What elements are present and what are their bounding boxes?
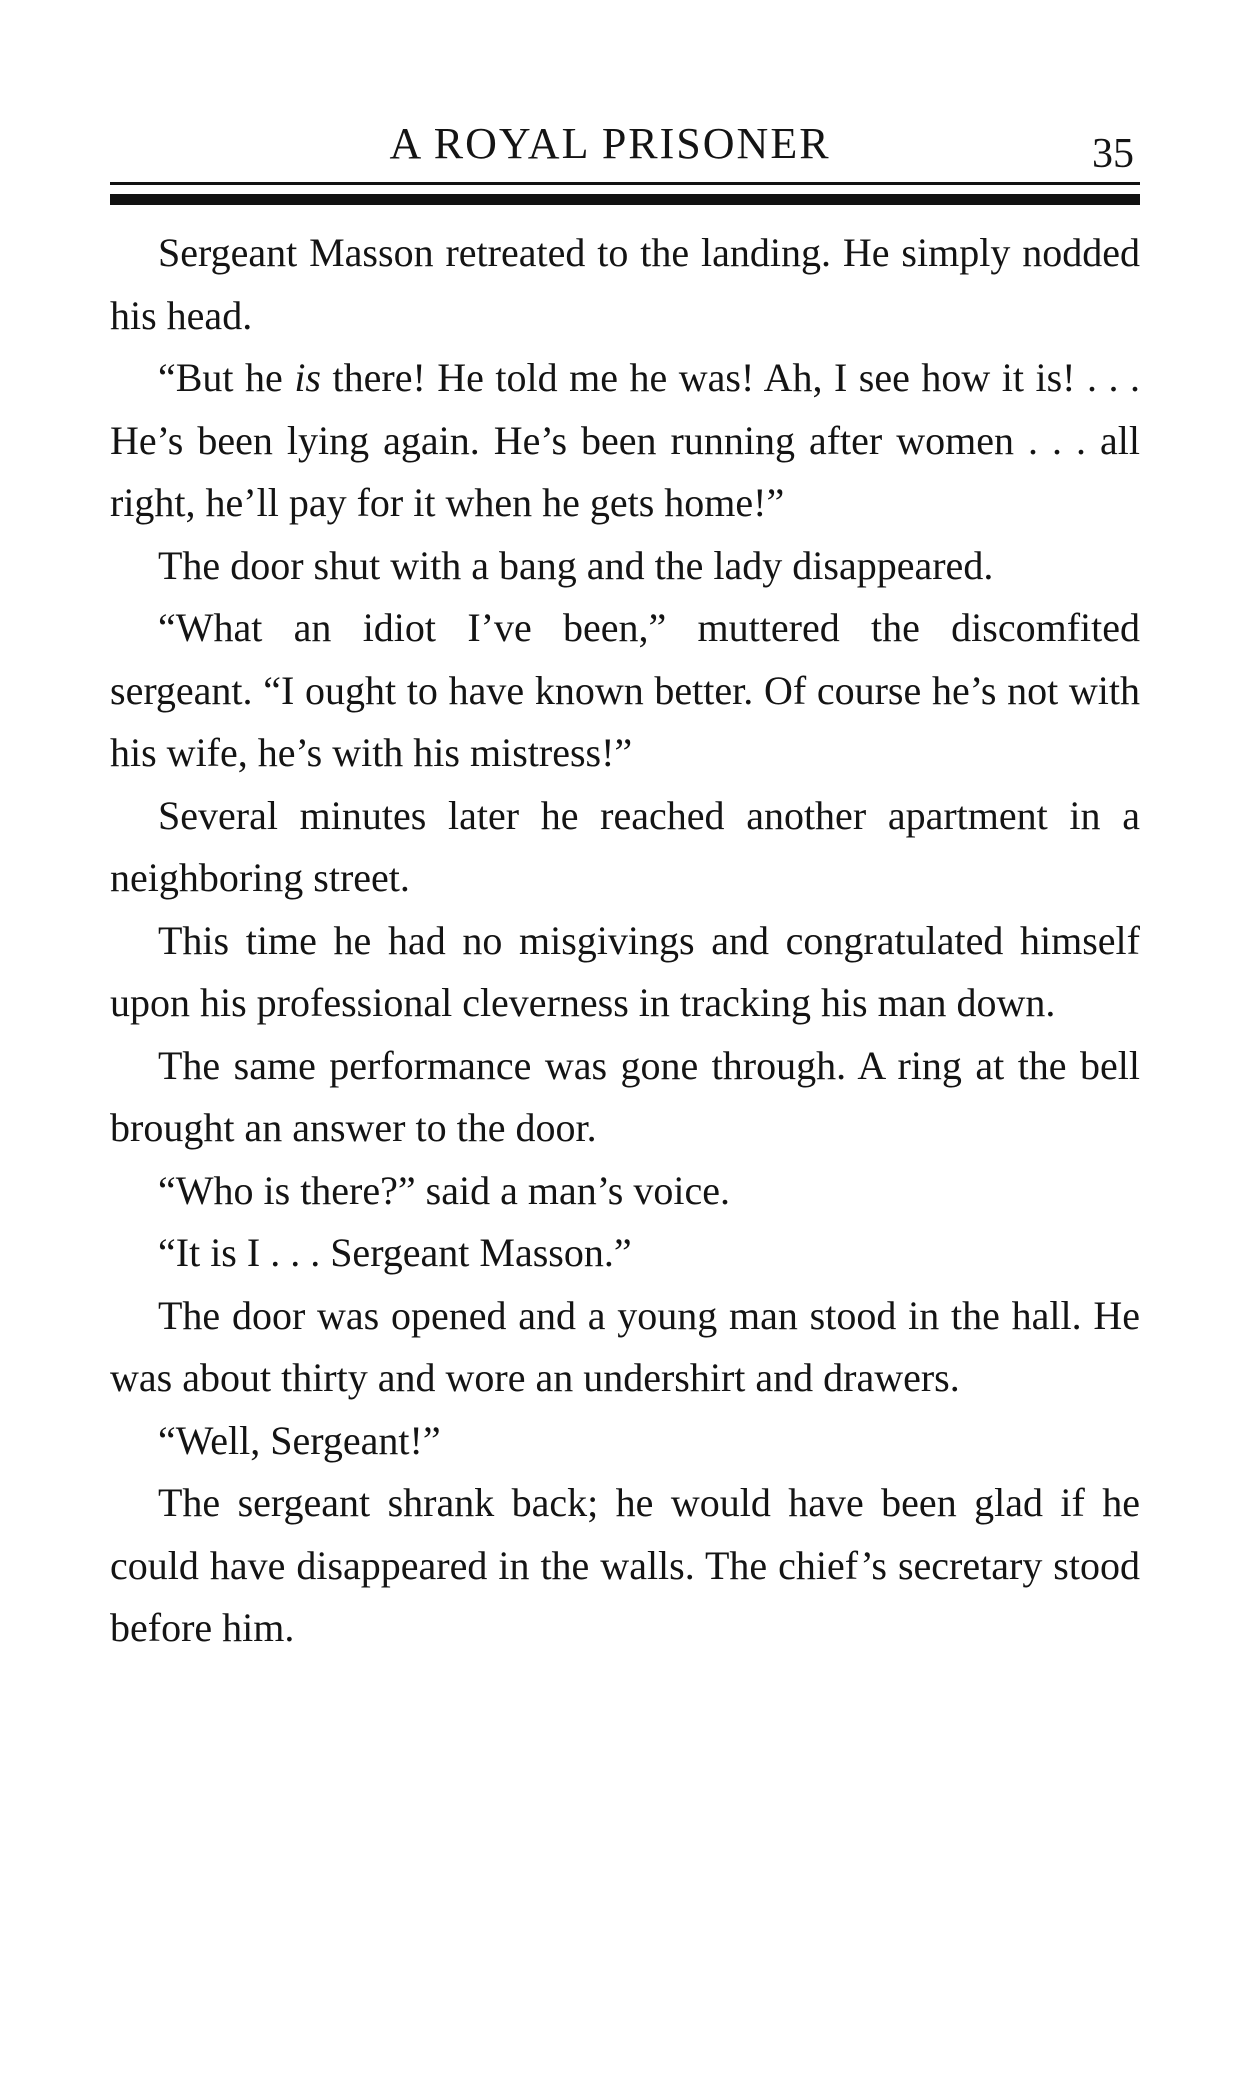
paragraph-text-before: “But he (158, 355, 295, 400)
paragraph (110, 347, 1140, 535)
paragraph-text-after: there! He told me he was! Ah, I see how it is! . . . He’s been lying again. He’s been running after women . . . all right, he’ll pay for it when he gets home!” (110, 355, 1140, 525)
paragraph: Sergeant Masson retreated to the landing. He simply nodded his head. (110, 230, 1140, 338)
paragraph: The door was opened and a young man stood in the hall. He was about thirty and wore an undershirt and drawers. (110, 1292, 1140, 1400)
running-header (110, 112, 1140, 177)
emphasized-word: is (294, 355, 321, 400)
body-text (110, 222, 1140, 1660)
paragraph: “What an idiot I’ve been,” muttered the discomfited sergeant. “I ought to have known better. Of course he’s not with his wife, he’s with his mistress!” (110, 605, 1140, 775)
paragraph: “It is I . . . Sergeant Masson.” (158, 1230, 632, 1275)
paragraph: “Who is there?” said a man’s voice. (158, 1167, 730, 1213)
paragraph: The sergeant shrank back; he would have been glad if he could have disappeared in the walls. The chief’s secretary stood before him. (110, 1480, 1140, 1650)
paragraph: The same performance was gone through. A ring at the bell brought an answer to the door. (110, 1042, 1140, 1150)
paragraph: This time he had no misgivings and congratulated himself upon his professional cleverness in tracking his man down. (110, 917, 1140, 1025)
header-rule-thin (110, 182, 1140, 185)
header-rule-thick (110, 194, 1140, 205)
paragraph: “Well, Sergeant!” (158, 1417, 441, 1463)
paragraph: Several minutes later he reached another apartment in a neighboring street. (110, 792, 1140, 900)
page-number: 35 (1092, 131, 1134, 177)
running-title: A ROYAL PRISONER (389, 119, 831, 168)
paragraph: The door shut with a bang and the lady disappeared. (158, 542, 994, 588)
